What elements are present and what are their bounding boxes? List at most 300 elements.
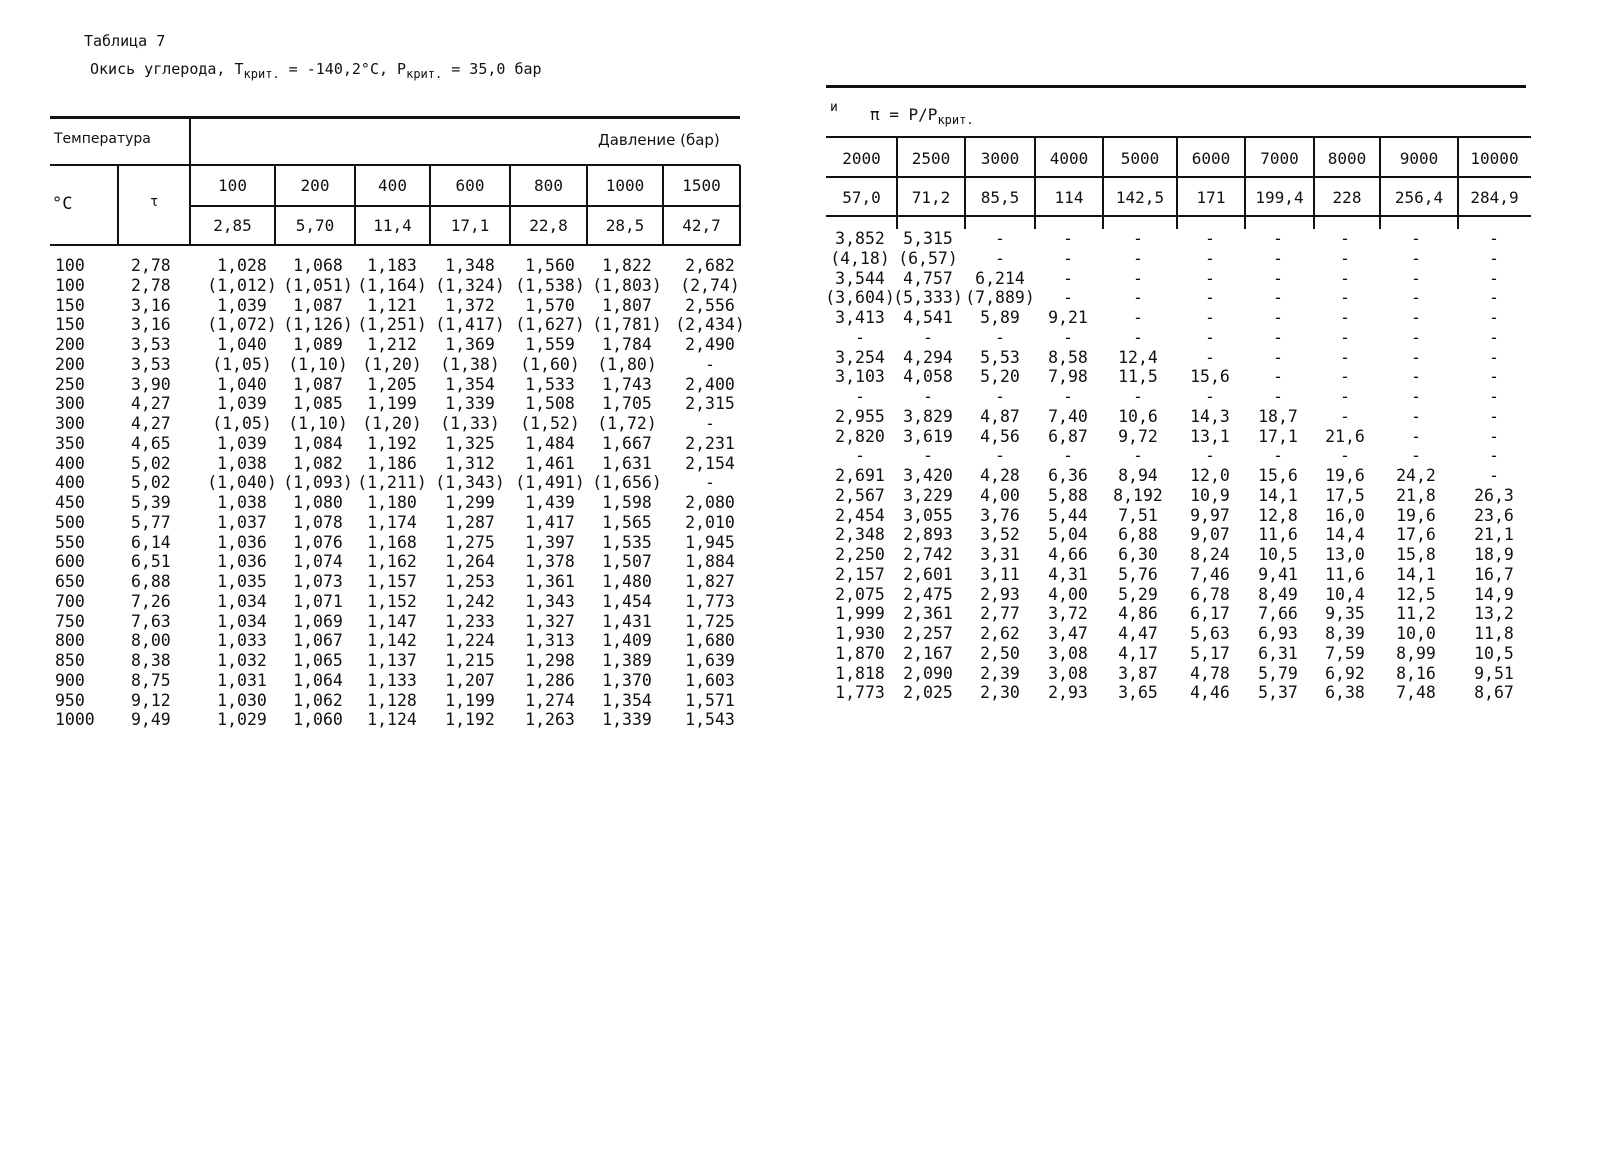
value-cell: (1,211) <box>357 473 427 493</box>
value-cell: 1,040 <box>217 374 267 394</box>
tau-cell: 5,77 <box>131 512 171 532</box>
value-cell: 1,124 <box>367 710 417 730</box>
temperature-cell: 100 <box>55 256 85 275</box>
value-cell: - <box>995 446 1005 466</box>
right-header-rule-2 <box>826 176 1531 178</box>
value-cell: 1,570 <box>525 295 575 315</box>
value-cell: 6,38 <box>1325 683 1365 703</box>
value-cell: - <box>1340 248 1350 268</box>
value-cell: 5,315 <box>903 229 953 248</box>
value-cell: 8,16 <box>1396 663 1436 683</box>
value-cell: - <box>705 414 715 433</box>
value-cell: 16,7 <box>1474 564 1514 584</box>
value-cell: (1,38) <box>440 354 500 374</box>
tau-cell: 3,16 <box>131 295 171 315</box>
value-cell: (1,20) <box>362 354 422 374</box>
value-cell: 1,348 <box>445 256 495 275</box>
pi-header: 22,8 <box>529 216 568 235</box>
value-cell: - <box>1063 268 1073 288</box>
value-cell: 1,121 <box>367 295 417 315</box>
value-cell: 3,47 <box>1048 624 1088 643</box>
value-cell: (1,803) <box>592 275 662 295</box>
value-cell: 1,533 <box>525 374 575 394</box>
value-cell: 8,39 <box>1325 624 1365 643</box>
value-cell: 1,484 <box>525 433 575 453</box>
value-cell: 1,275 <box>445 532 495 552</box>
value-cell: 4,87 <box>980 406 1020 426</box>
value-cell: 2,157 <box>835 564 885 584</box>
value-cell: - <box>1489 466 1499 485</box>
value-cell: - <box>855 327 865 347</box>
value-cell: 2,691 <box>835 466 885 485</box>
left-header-rule-2 <box>190 205 740 207</box>
tau-cell: 6,88 <box>131 572 171 591</box>
value-cell: (1,126) <box>283 315 353 335</box>
value-cell: 1,508 <box>525 394 575 414</box>
left-top-rule <box>50 116 740 119</box>
value-cell: 1,286 <box>525 670 575 690</box>
value-cell: 1,313 <box>525 631 575 651</box>
value-cell: 1,571 <box>685 690 735 710</box>
value-cell: 1,073 <box>293 572 343 591</box>
value-cell: 17,6 <box>1396 525 1436 545</box>
value-cell: 1,461 <box>525 453 575 473</box>
value-cell: 3,420 <box>903 466 953 485</box>
value-cell: 1,312 <box>445 453 495 473</box>
value-cell: 7,66 <box>1258 604 1298 624</box>
value-cell: 1,884 <box>685 552 735 572</box>
value-cell: 2,955 <box>835 406 885 426</box>
tau-cell: 3,16 <box>131 315 171 335</box>
value-cell: 1,417 <box>525 512 575 532</box>
value-cell: 1,089 <box>293 335 343 354</box>
value-cell: 1,065 <box>293 651 343 670</box>
value-cell: 1,253 <box>445 572 495 591</box>
value-cell: 5,17 <box>1190 643 1230 663</box>
value-cell: (1,781) <box>592 315 662 335</box>
value-cell: (1,491) <box>515 473 585 493</box>
value-cell: 1,639 <box>685 651 735 670</box>
value-cell: 1,264 <box>445 552 495 572</box>
tau-cell: 5,02 <box>131 473 171 493</box>
value-cell: - <box>923 446 933 466</box>
value-cell: 11,6 <box>1258 525 1298 545</box>
value-cell: - <box>1340 229 1350 248</box>
tau-cell: 8,75 <box>131 670 171 690</box>
value-cell: 2,93 <box>1048 683 1088 703</box>
value-cell: 3,055 <box>903 505 953 525</box>
value-cell: 1,389 <box>602 651 652 670</box>
value-cell: 8,192 <box>1113 485 1163 505</box>
temperature-cell: 750 <box>55 611 85 631</box>
value-cell: - <box>1340 268 1350 288</box>
value-cell: (1,05) <box>212 354 272 374</box>
value-cell: - <box>1273 367 1283 387</box>
value-cell: (1,324) <box>435 275 505 295</box>
value-cell: 14,1 <box>1396 564 1436 584</box>
pressure-header: 9000 <box>1399 149 1439 168</box>
value-cell: 11,6 <box>1325 564 1365 584</box>
value-cell: 1,062 <box>293 690 343 710</box>
value-cell: - <box>1411 327 1421 347</box>
value-cell: - <box>1411 229 1421 248</box>
value-cell: 4,47 <box>1118 624 1158 643</box>
value-cell: 2,490 <box>685 335 735 354</box>
value-cell: (1,80) <box>597 354 657 374</box>
value-cell: 1,162 <box>367 552 417 572</box>
value-cell: 1,087 <box>293 374 343 394</box>
value-cell: 2,62 <box>980 624 1020 643</box>
value-cell: 2,475 <box>903 584 953 604</box>
value-cell: 1,827 <box>685 572 735 591</box>
value-cell: 1,565 <box>602 512 652 532</box>
value-cell: 2,010 <box>685 512 735 532</box>
value-cell: 1,037 <box>217 512 267 532</box>
value-cell: 3,76 <box>980 505 1020 525</box>
value-cell: 1,354 <box>602 690 652 710</box>
value-cell: (6,57) <box>898 248 958 268</box>
value-cell: - <box>1133 229 1143 248</box>
value-cell: 1,339 <box>602 710 652 730</box>
value-cell: 4,294 <box>903 347 953 367</box>
value-cell: 21,6 <box>1325 426 1365 446</box>
value-cell: (1,60) <box>520 354 580 374</box>
table-number: Таблица 7 <box>84 32 166 50</box>
value-cell: 1,028 <box>217 256 267 275</box>
value-cell: 1,603 <box>685 670 735 690</box>
value-cell: 1,038 <box>217 453 267 473</box>
value-cell: 1,036 <box>217 552 267 572</box>
value-cell: 3,72 <box>1048 604 1088 624</box>
value-cell: 1,263 <box>525 710 575 730</box>
pressure-header: 600 <box>455 176 485 195</box>
value-cell: 1,339 <box>445 394 495 414</box>
pi-header: 114 <box>1054 188 1084 207</box>
value-cell: 1,535 <box>602 532 652 552</box>
temperature-cell: 950 <box>55 690 85 710</box>
value-cell: - <box>1063 327 1073 347</box>
value-cell: 3,52 <box>980 525 1020 545</box>
temperature-cell: 700 <box>55 591 85 611</box>
value-cell: 8,49 <box>1258 584 1298 604</box>
tau-cell: 3,53 <box>131 354 171 374</box>
value-cell: 1,078 <box>293 512 343 532</box>
value-cell: - <box>1411 406 1421 426</box>
pi-header: 142,5 <box>1115 188 1165 207</box>
value-cell: 1,207 <box>445 670 495 690</box>
temperature-cell: 350 <box>55 433 85 453</box>
pressure-header: 5000 <box>1120 149 1160 168</box>
value-cell: 2,77 <box>980 604 1020 624</box>
value-cell: 19,6 <box>1325 466 1365 485</box>
pi-header: 256,4 <box>1394 188 1444 207</box>
value-cell: 5,88 <box>1048 485 1088 505</box>
pressure-header: 800 <box>534 176 563 195</box>
value-cell: 2,820 <box>835 426 885 446</box>
value-cell: 2,682 <box>685 256 735 275</box>
value-cell: 7,51 <box>1118 505 1158 525</box>
value-cell: 1,071 <box>293 591 343 611</box>
pi-header: 284,9 <box>1470 188 1519 207</box>
value-cell: 1,431 <box>602 611 652 631</box>
value-cell: (1,05) <box>212 414 272 433</box>
value-cell: (2,434) <box>675 315 745 335</box>
value-cell: 1,038 <box>217 493 267 512</box>
value-cell: - <box>1273 268 1283 288</box>
tau-cell: 2,78 <box>131 256 171 275</box>
value-cell: - <box>1273 248 1283 268</box>
value-cell: 5,37 <box>1258 683 1298 703</box>
value-cell: - <box>1489 248 1499 268</box>
value-cell: 5,53 <box>980 347 1020 367</box>
value-cell: - <box>1205 308 1215 327</box>
value-cell: 1,029 <box>217 710 267 730</box>
subtitle-prefix: Окиcь углерода, T <box>90 60 244 78</box>
value-cell: - <box>1205 229 1215 248</box>
value-cell: 2,250 <box>835 545 885 564</box>
value-cell: 1,199 <box>367 394 417 414</box>
value-cell: 2,556 <box>685 295 735 315</box>
value-cell: 1,035 <box>217 572 267 591</box>
value-cell: 11,8 <box>1474 624 1514 643</box>
value-cell: 1,298 <box>525 651 575 670</box>
value-cell: - <box>995 229 1005 248</box>
value-cell: (1,538) <box>515 275 585 295</box>
value-cell: 1,507 <box>602 552 652 572</box>
value-cell: 2,167 <box>903 643 953 663</box>
value-cell: 4,66 <box>1048 545 1088 564</box>
value-cell: 2,075 <box>835 584 885 604</box>
value-cell: 1,725 <box>685 611 735 631</box>
value-cell: 6,17 <box>1190 604 1230 624</box>
value-cell: 14,1 <box>1258 485 1298 505</box>
value-cell: 1,559 <box>525 335 575 354</box>
tau-cell: 4,27 <box>131 394 171 414</box>
value-cell: 12,0 <box>1190 466 1230 485</box>
pi-header: 85,5 <box>980 188 1020 207</box>
value-cell: 5,44 <box>1048 505 1088 525</box>
value-cell: 1,287 <box>445 512 495 532</box>
pi-header: 228 <box>1332 188 1362 207</box>
tau-cell: 4,65 <box>131 433 171 453</box>
value-cell: 1,680 <box>685 631 735 651</box>
subtitle-suffix: = 35,0 бар <box>442 60 542 78</box>
value-cell: - <box>995 327 1005 347</box>
value-cell: 1,215 <box>445 651 495 670</box>
value-cell: 6,36 <box>1048 466 1088 485</box>
value-cell: 16,0 <box>1325 505 1365 525</box>
value-cell: - <box>995 387 1005 406</box>
value-cell: 1,137 <box>367 651 417 670</box>
value-cell: 1,773 <box>685 591 735 611</box>
value-cell: 1,439 <box>525 493 575 512</box>
pressure-header: 100 <box>218 176 247 195</box>
value-cell: - <box>1133 288 1143 308</box>
value-cell: 1,033 <box>217 631 267 651</box>
pi-header: 171 <box>1196 188 1226 207</box>
value-cell: 9,21 <box>1048 308 1088 327</box>
value-cell: 1,818 <box>835 663 885 683</box>
value-cell: 1,192 <box>445 710 495 730</box>
value-cell: 14,4 <box>1325 525 1365 545</box>
value-cell: 10,9 <box>1190 485 1230 505</box>
value-cell: 4,28 <box>980 466 1020 485</box>
value-cell: - <box>1340 288 1350 308</box>
value-cell: 2,400 <box>685 374 735 394</box>
value-cell: 26,3 <box>1474 485 1514 505</box>
value-cell: 11,2 <box>1396 604 1436 624</box>
value-cell: - <box>1063 288 1073 308</box>
value-cell: 7,48 <box>1396 683 1436 703</box>
value-cell: 1,031 <box>217 670 267 690</box>
value-cell: - <box>1063 387 1073 406</box>
subtitle-mid: = -140,2°C, P <box>279 60 407 78</box>
value-cell: 2,601 <box>903 564 953 584</box>
value-cell: 2,454 <box>835 505 885 525</box>
value-cell: 1,128 <box>367 690 417 710</box>
value-cell: 7,40 <box>1048 406 1088 426</box>
right-header-rule-3 <box>826 215 1531 217</box>
value-cell: 1,085 <box>293 394 343 414</box>
value-cell: 2,231 <box>685 433 735 453</box>
value-cell: - <box>1133 308 1143 327</box>
value-cell: 11,5 <box>1118 367 1158 387</box>
value-cell: (1,72) <box>597 414 657 433</box>
value-cell: 1,039 <box>217 433 267 453</box>
value-cell: 6,87 <box>1048 426 1088 446</box>
value-cell: 2,090 <box>903 663 953 683</box>
value-cell: 5,79 <box>1258 663 1298 683</box>
pressure-header: 8000 <box>1327 149 1367 168</box>
value-cell: 1,560 <box>525 256 575 275</box>
value-cell: 5,04 <box>1048 525 1088 545</box>
temperature-cell: 300 <box>55 394 85 414</box>
pressure-header: 10000 <box>1470 149 1519 168</box>
tau-cell: 5,02 <box>131 453 171 473</box>
value-cell: - <box>1411 248 1421 268</box>
value-cell: - <box>1205 248 1215 268</box>
value-cell: 3,254 <box>835 347 885 367</box>
value-cell: 1,667 <box>602 433 652 453</box>
value-cell: 2,361 <box>903 604 953 624</box>
value-cell: - <box>1273 308 1283 327</box>
value-cell: 1,152 <box>367 591 417 611</box>
value-cell: (1,627) <box>515 315 585 335</box>
tau-cell: 5,39 <box>131 493 171 512</box>
value-cell: 1,999 <box>835 604 885 624</box>
value-cell: 1,133 <box>367 670 417 690</box>
tau-cell: 3,53 <box>131 335 171 354</box>
value-cell: 9,97 <box>1190 505 1230 525</box>
value-cell: 4,541 <box>903 308 953 327</box>
header-pressure: Давление (бар) <box>598 131 720 149</box>
value-cell: 3,103 <box>835 367 885 387</box>
value-cell: - <box>1205 387 1215 406</box>
value-cell: - <box>1133 446 1143 466</box>
value-cell: 12,4 <box>1118 347 1158 367</box>
tau-cell: 4,27 <box>131 414 171 433</box>
right-top-rule <box>826 85 1526 88</box>
value-cell: 6,93 <box>1258 624 1298 643</box>
value-cell: 2,348 <box>835 525 885 545</box>
value-cell: 1,807 <box>602 295 652 315</box>
value-cell: 3,11 <box>980 564 1020 584</box>
value-cell: 1,192 <box>367 433 417 453</box>
value-cell: (1,051) <box>283 275 353 295</box>
value-cell: 1,299 <box>445 493 495 512</box>
value-cell: - <box>1205 446 1215 466</box>
value-cell: 1,068 <box>293 256 343 275</box>
value-cell: - <box>1340 347 1350 367</box>
value-cell: 18,7 <box>1258 406 1298 426</box>
value-cell: (5,333) <box>893 288 963 308</box>
value-cell: 1,060 <box>293 710 343 730</box>
value-cell: - <box>1133 248 1143 268</box>
pressure-header: 7000 <box>1260 149 1299 168</box>
tau-cell: 7,63 <box>131 611 171 631</box>
value-cell: - <box>1489 387 1499 406</box>
value-cell: 3,31 <box>980 545 1020 564</box>
value-cell: 1,705 <box>602 394 652 414</box>
value-cell: 1,233 <box>445 611 495 631</box>
value-cell: 1,157 <box>367 572 417 591</box>
value-cell: 3,413 <box>835 308 885 327</box>
value-cell: 2,025 <box>903 683 953 703</box>
temperature-cell: 1000 <box>55 710 95 730</box>
value-cell: 2,39 <box>980 663 1020 683</box>
value-cell: 1,631 <box>602 453 652 473</box>
value-cell: 3,544 <box>835 268 885 288</box>
value-cell: 6,78 <box>1190 584 1230 604</box>
value-cell: - <box>1273 387 1283 406</box>
value-cell: - <box>1411 268 1421 288</box>
right-note-prefix: и <box>830 100 838 115</box>
temperature-cell: 200 <box>55 354 85 374</box>
value-cell: 1,174 <box>367 512 417 532</box>
value-cell: (1,20) <box>362 414 422 433</box>
value-cell: 5,63 <box>1190 624 1230 643</box>
left-header-rule-1 <box>50 164 740 166</box>
temperature-cell: 450 <box>55 493 85 512</box>
note-pi: π = P/P <box>870 105 938 124</box>
pi-header: 28,5 <box>605 216 645 235</box>
value-cell: 1,543 <box>685 710 735 730</box>
right-note <box>870 105 974 127</box>
value-cell: 1,067 <box>293 631 343 651</box>
value-cell: - <box>995 248 1005 268</box>
value-cell: - <box>1340 387 1350 406</box>
value-cell: 2,30 <box>980 683 1020 703</box>
value-cell: - <box>923 387 933 406</box>
value-cell: 18,9 <box>1474 545 1514 564</box>
value-cell: (3,604) <box>825 288 895 308</box>
value-cell: 1,361 <box>525 572 575 591</box>
value-cell: - <box>1411 288 1421 308</box>
value-cell: 10,6 <box>1118 406 1158 426</box>
value-cell: - <box>1489 308 1499 327</box>
value-cell: 2,93 <box>980 584 1020 604</box>
value-cell: 1,773 <box>835 683 885 703</box>
subtitle-tsub: крит. <box>243 67 280 81</box>
temperature-cell: 650 <box>55 572 85 591</box>
pi-header: 2,85 <box>213 216 252 235</box>
value-cell: 6,214 <box>975 268 1025 288</box>
value-cell: - <box>855 446 865 466</box>
value-cell: - <box>1063 248 1073 268</box>
value-cell: (2,74) <box>680 275 740 295</box>
value-cell: - <box>1205 268 1215 288</box>
value-cell: (1,417) <box>435 315 505 335</box>
